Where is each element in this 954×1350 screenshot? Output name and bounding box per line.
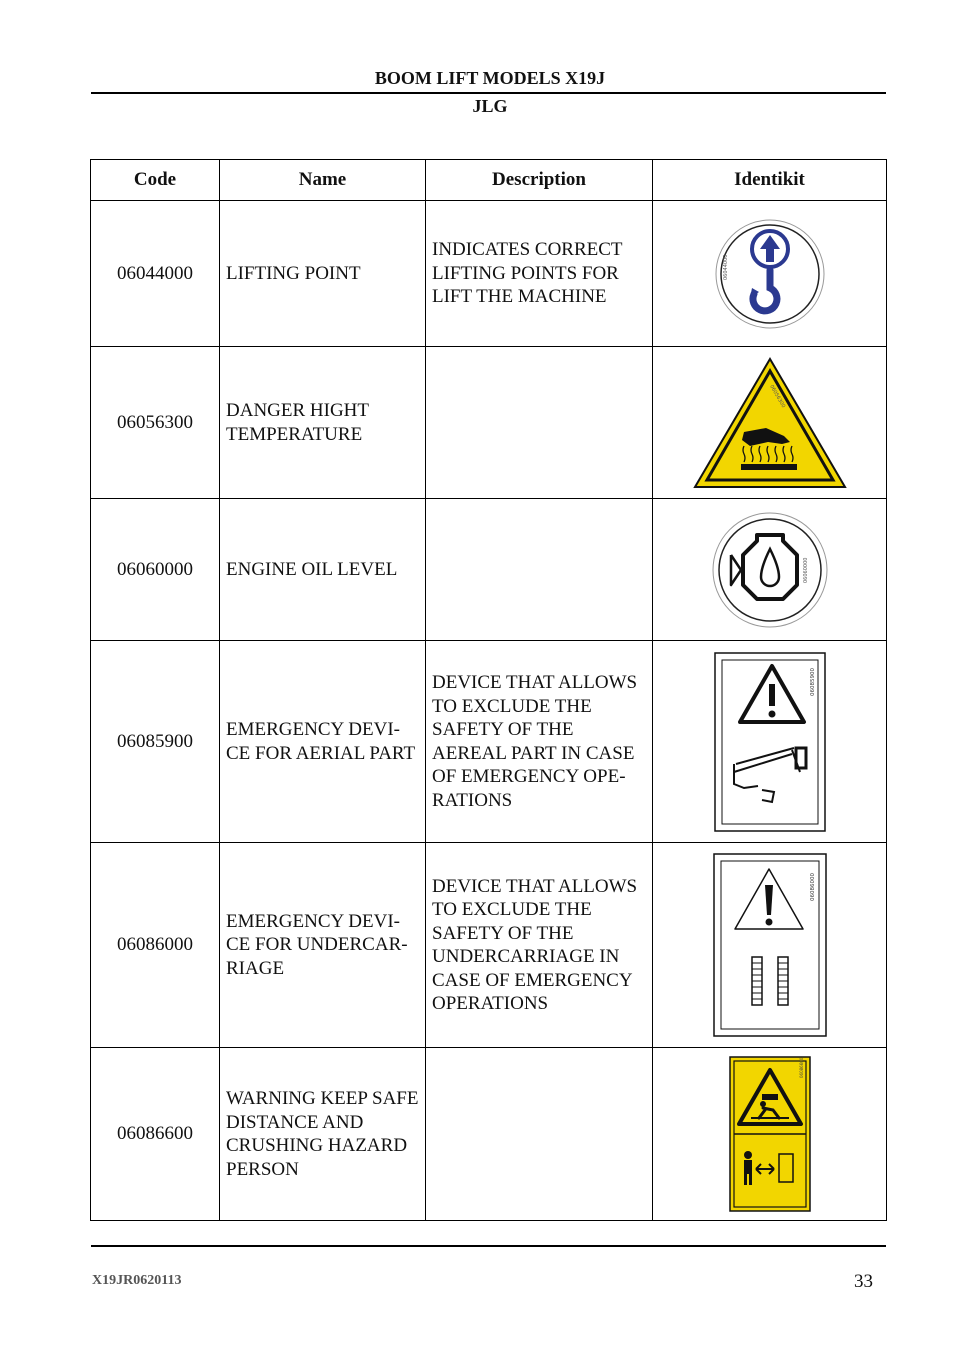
engine-oil-drop-icon bbox=[711, 511, 829, 629]
column-header-code: Code bbox=[91, 160, 220, 201]
name-cell: EMERGENCY DEVI-CE FOR UNDERCAR-RIAGE bbox=[220, 843, 426, 1048]
label-code-text: 06085900 bbox=[809, 667, 816, 696]
code-cell: 06044000 bbox=[91, 201, 220, 347]
label-code-text: 06056300 bbox=[767, 383, 786, 409]
identikit-cell bbox=[653, 201, 887, 347]
identikit-cell bbox=[653, 499, 887, 641]
identikit-cell bbox=[653, 1048, 887, 1221]
identikit-cell bbox=[653, 641, 887, 843]
code-cell: 06056300 bbox=[91, 347, 220, 499]
identikit-cell bbox=[653, 347, 887, 499]
description-cell: DEVICE THAT ALLOWS TO EXCLUDE THE SAFETY OF THE UNDERCARRIAGE IN CASE OF EMERGENCY OPERATIONS bbox=[426, 843, 653, 1048]
name-cell: WARNING KEEP SAFE DISTANCE AND CRUSHING HAZARD PERSON bbox=[220, 1048, 426, 1221]
table-row bbox=[91, 499, 887, 641]
undercarriage-emergency-icon bbox=[713, 853, 827, 1037]
hot-surface-warning-icon bbox=[692, 356, 848, 490]
table-header-row bbox=[91, 160, 887, 201]
description-cell bbox=[426, 1048, 653, 1221]
header-rule bbox=[91, 92, 886, 94]
aerial-emergency-icon bbox=[714, 652, 826, 832]
decal-table bbox=[90, 159, 887, 1221]
code-cell: 06060000 bbox=[91, 499, 220, 641]
name-cell: LIFTING POINT bbox=[220, 201, 426, 347]
code-cell: 06086600 bbox=[91, 1048, 220, 1221]
label-code-text: 06044000 bbox=[722, 254, 729, 280]
lifting-hook-icon bbox=[714, 218, 826, 330]
label-code-text: 06086000 bbox=[809, 873, 816, 901]
table-row bbox=[91, 843, 887, 1048]
document-title: BOOM LIFT MODELS X19J bbox=[374, 68, 606, 88]
table-row bbox=[91, 1048, 887, 1221]
table-row bbox=[91, 201, 887, 347]
label-code-text: 06086600 bbox=[798, 1057, 804, 1078]
code-cell: 06085900 bbox=[91, 641, 220, 843]
description-cell: INDICATES CORRECT LIFTING POINTS FOR LIFT THE MACHINE bbox=[426, 201, 653, 347]
crushing-hazard-icon bbox=[729, 1056, 811, 1212]
identikit-cell bbox=[653, 843, 887, 1048]
page-number: 33 bbox=[854, 1271, 873, 1292]
table-row bbox=[91, 347, 887, 499]
document-code: X19JR0620113 bbox=[92, 1273, 182, 1288]
name-cell: EMERGENCY DEVI-CE FOR AERIAL PART bbox=[220, 641, 426, 843]
column-header-name: Name bbox=[220, 160, 426, 201]
table-row bbox=[91, 641, 887, 843]
name-cell: ENGINE OIL LEVEL bbox=[220, 499, 426, 641]
column-header-identikit: Identikit bbox=[653, 160, 887, 201]
footer-rule bbox=[91, 1245, 886, 1247]
description-cell bbox=[426, 499, 653, 641]
name-cell: DANGER HIGHT TEMPERATURE bbox=[220, 347, 426, 499]
code-cell: 06086000 bbox=[91, 843, 220, 1048]
label-code-text: 06060000 bbox=[802, 557, 809, 583]
column-header-description: Description bbox=[426, 160, 653, 201]
manufacturer-name: JLG bbox=[472, 96, 508, 116]
description-cell: DEVICE THAT ALLOWS TO EXCLUDE THE SAFETY OF THE AEREAL PART IN CASE OF EMERGENCY OPE-RATIONS bbox=[426, 641, 653, 843]
description-cell bbox=[426, 347, 653, 499]
